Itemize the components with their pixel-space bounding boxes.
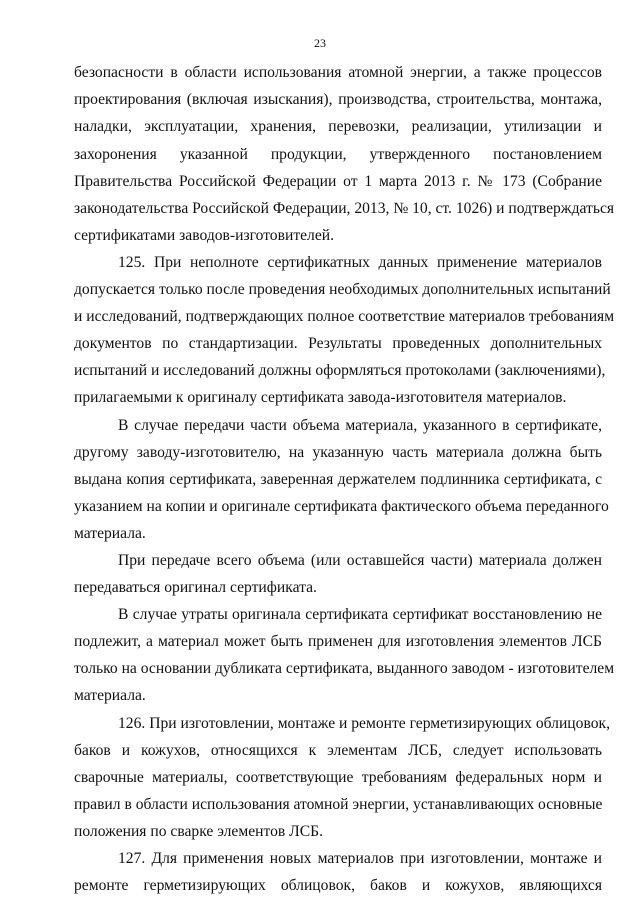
text-line: баков и кожухов, относящихся к элементам ЛСБ, следует использовать (74, 742, 602, 759)
page-number: 23 (314, 36, 326, 50)
text-line: проектирования (включая изыскания), производства, строительства, монтажа, (74, 91, 602, 108)
text-line: допускается только после проведения необходимых дополнительных испытаний (74, 281, 611, 298)
text-line: 125. При неполноте сертификатных данных применение материалов (118, 254, 602, 271)
text-line: захоронения указанной продукции, утвержденного постановлением (74, 146, 602, 163)
text-line: положения по сварке элементов ЛСБ. (74, 823, 323, 840)
text-line: документов по стандартизации. Результаты проведенных дополнительных (74, 335, 602, 352)
text-line: законодательства Российской Федерации, 2013, № 10, ст. 1026) и подтверждаться (74, 200, 615, 217)
text-line: 126. При изготовлении, монтаже и ремонте герметизирующих облицовок, (118, 715, 610, 732)
text-line: испытаний и исследований должны оформляться протоколами (заключениями), (74, 362, 606, 379)
text-line: сварочные материалы, соответствующие требованиям федеральных норм и (74, 769, 602, 786)
text-line: При передаче всего объема (или оставшейся части) материала должен (118, 552, 602, 569)
text-line: наладки, эксплуатации, хранения, перевозки, реализации, утилизации и (74, 118, 602, 135)
text-line: правил в области использования атомной энергии, устанавливающих основные (74, 796, 603, 813)
text-line: указанием на копии и оригинале сертификата фактического объема переданного (74, 498, 609, 515)
text-line: только на основании дубликата сертификата, выданного заводом - изготовителем (74, 660, 615, 677)
text-line: безопасности в области использования атомной энергии, а также процессов (74, 64, 602, 81)
text-line: прилагаемыми к оригиналу сертификата завода-изготовителя материалов. (74, 389, 567, 406)
text-line: В случае передачи части объема материала, указанного в сертификате, (118, 417, 602, 434)
text-line: Правительства Российской Федерации от 1 марта 2013 г. № 173 (Собрание (74, 173, 602, 190)
text-line: материала. (74, 525, 146, 542)
text-line: 127. Для применения новых материалов при изготовлении, монтаже и (118, 850, 602, 867)
text-line: выдана копия сертификата, заверенная держателем подлинника сертификата, с (74, 471, 602, 488)
text-line: ремонте герметизирующих облицовок, баков и кожухов, являющихся (74, 877, 602, 894)
text-line: В случае утраты оригинала сертификата сертификат восстановлению не (118, 606, 602, 623)
text-line: подлежит, а материал может быть применен для изготовления элементов ЛСБ (74, 633, 602, 650)
text-line: передаваться оригинал сертификата. (74, 579, 317, 596)
text-line: материала. (74, 687, 146, 704)
text-line: сертификатами заводов-изготовителей. (74, 227, 334, 244)
text-line: другому заводу-изготовителю, на указанную часть материала должна быть (74, 444, 602, 461)
text-line: и исследований, подтверждающих полное соответствие материалов требованиям (74, 308, 615, 325)
